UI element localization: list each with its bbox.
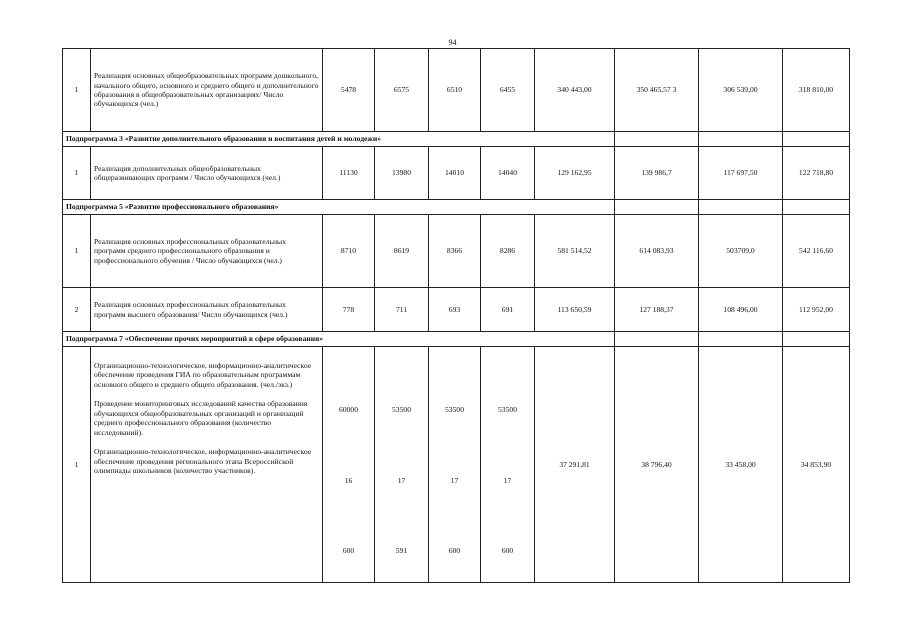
indicator-value: 691 [481,288,535,332]
indicator-value: 6575 [375,49,429,132]
row-number: 1 [63,347,91,583]
table-row [63,147,850,200]
indicator-value: 17 [450,476,459,486]
row-number: 1 [63,215,91,288]
funding-value: 113 650,59 [535,288,615,332]
table-row [63,288,850,332]
funding-value: 127 188,37 [615,288,699,332]
funding-value: 614 083,93 [615,215,699,288]
indicator-value: 13980 [375,147,429,200]
indicator-value: 14040 [481,147,535,200]
indicator-value: 8619 [375,215,429,288]
indicator-value: 17 [503,476,512,486]
indicator-column [323,347,375,583]
subprogram-header [63,332,850,347]
indicator-value: 8710 [323,215,375,288]
activity-monitoring: Проведение мониторинговых исследований качества образования обучающихся общеобразовательных организаций и организаций среднего профессионального образования (количество исследований). [94,399,308,437]
funding-value: 503709,0 [699,215,783,288]
indicator-value: 693 [429,288,481,332]
table-row [63,347,850,583]
indicator-value: 16 [344,476,353,486]
funding-value: 112 952,00 [783,288,850,332]
row-description: Реализация основных общеобразовательных программ дошкольного, начального общего, основного и среднего общего и дополнительного образования в общеобразовательных организациях/ Число обучающихся (чел.) [91,49,323,132]
indicator-value: 6455 [481,49,535,132]
table-row [63,49,850,132]
program-table [62,48,850,583]
subprogram-header [63,200,850,215]
funding-value: 306 539,00 [699,49,783,132]
indicator-value: 53500 [498,405,517,414]
indicator-value: 60000 [339,405,358,414]
indicator-value: 600 [342,545,355,555]
funding-value: 129 162,95 [535,147,615,200]
indicator-value: 600 [448,545,461,555]
indicator-value: 53500 [445,405,464,414]
row-number: 1 [63,147,91,200]
table-row [63,215,850,288]
row-description [91,347,323,583]
indicator-column [481,347,535,583]
indicator-value: 778 [323,288,375,332]
indicator-value: 17 [397,476,406,486]
indicator-value: 14010 [429,147,481,200]
row-description: Реализация основных профессиональных образовательных программ высшего образования/ Число обучающихся (чел.) [91,288,323,332]
indicator-value: 711 [375,288,429,332]
indicator-value: 11130 [323,147,375,200]
indicator-column [375,347,429,583]
funding-value: 33 458,00 [699,347,783,583]
funding-value: 340 443,00 [535,49,615,132]
funding-value: 34 853,90 [783,347,850,583]
row-description: Реализация основных профессиональных образовательных программ среднего профессионального образования и профессионального обучения / Число обучающихся (чел.) [91,215,323,288]
funding-value: 122 718,80 [783,147,850,200]
subprogram-title: Подпрограмма 5 «Развитие профессионального образования» [63,200,615,215]
funding-value: 581 514,52 [535,215,615,288]
subprogram-header [63,132,850,147]
indicator-value: 8366 [429,215,481,288]
indicator-value: 5478 [323,49,375,132]
page-number: 94 [448,38,457,47]
activity-gia: Организационно-технологическое, информационно-аналитическое обеспечение проведения ГИА по образовательным программам основного общего и среднего общего образования. (чел./экз.) [94,361,312,389]
funding-value: 117 697,50 [699,147,783,200]
indicator-value: 53500 [392,405,411,414]
subprogram-title: Подпрограмма 3 «Развитие дополнительного образования и воспитания детей и молодежи» [63,132,615,147]
funding-value: 37 291,81 [535,347,615,583]
funding-value: 108 496,00 [699,288,783,332]
activity-olympiad: Организационно-технологическое, информационно-аналитическое обеспечение проведения регионального этапа Всероссийской олимпиады школьников (количество участников). [94,447,312,476]
indicator-column [429,347,481,583]
funding-value: 318 810,00 [783,49,850,132]
row-number: 1 [63,49,91,132]
funding-value: 350 465,57 3 [615,49,699,132]
funding-value: 139 986,7 [615,147,699,200]
row-description: Реализация дополнительных общеобразовательных общеразвивающих программ / Число обучающихся (чел.) [91,147,323,200]
subprogram-title: Подпрограмма 7 «Обеспечение прочих мероприятий в сфере образования» [63,332,615,347]
indicator-value: 600 [501,545,514,555]
indicator-value: 6510 [429,49,481,132]
row-number: 2 [63,288,91,332]
funding-value: 38 796,40 [615,347,699,583]
indicator-value: 8286 [481,215,535,288]
funding-value: 542 116,60 [783,215,850,288]
indicator-value: 591 [395,545,408,555]
